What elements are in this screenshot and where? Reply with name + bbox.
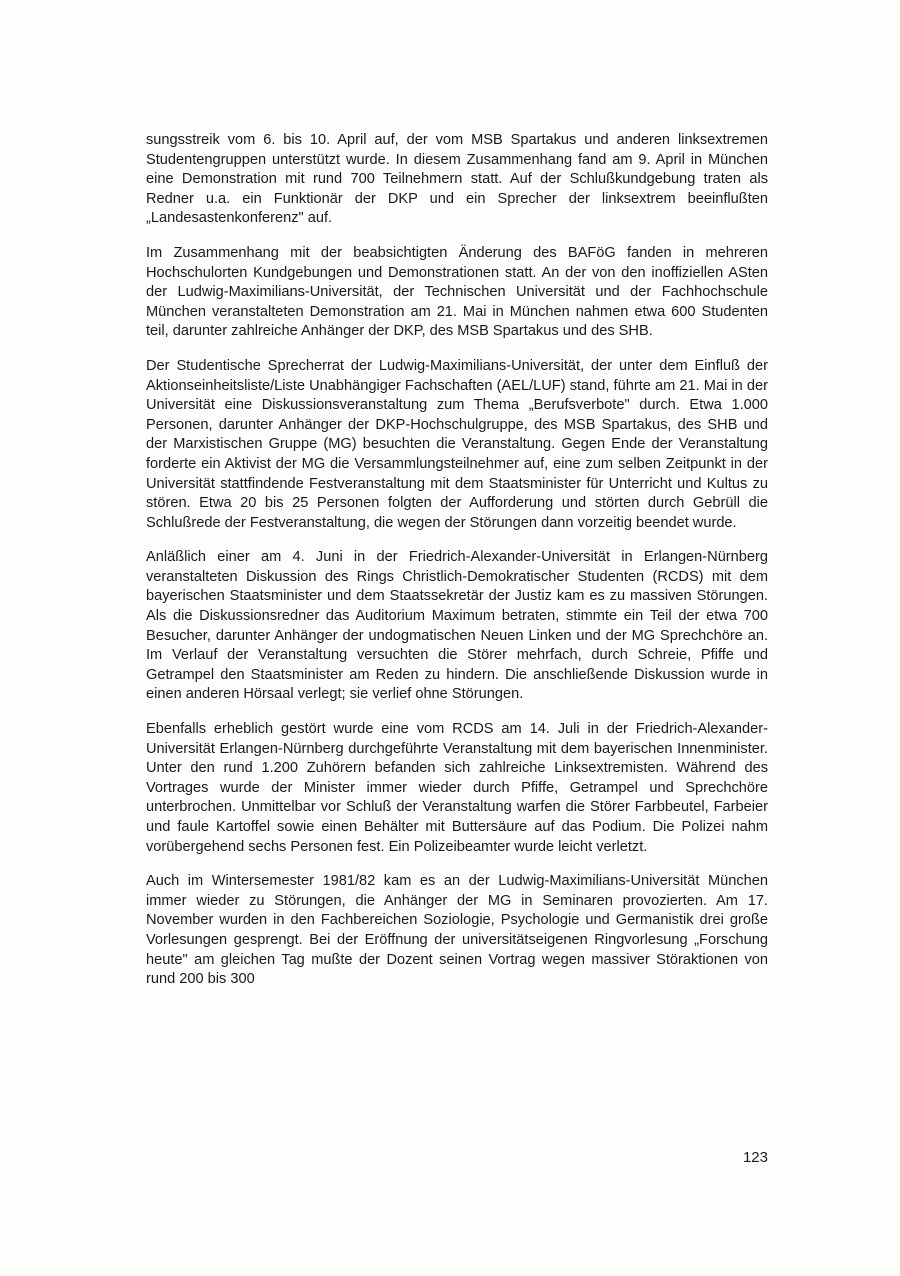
paragraph-3: Der Studentische Sprecherrat der Ludwig-Maximilians-Universität, der unter dem Einfluß der Aktionseinheitsliste/Liste Unabhängiger Fachschaften (AEL/LUF) stand, führte am 21. Mai in der Universität eine Diskussionsveranstaltung zum Thema „Berufsverbote" durch. Etwa 1.000 Personen, darunter Anhänger der DKP-Hochschulgruppe, des MSB Spartakus, des SHB und der Marxistischen Gruppe (MG) besuchten die Veranstaltung. Gegen Ende der Veranstaltung forderte ein Aktivist der MG die Versammlungsteilnehmer auf, eine zum selben Zeitpunkt in der Universität stattfindende Festveranstaltung mit dem Staatsminister für Unterricht und Kultus zu stören. Etwa 20 bis 25 Personen folgten der Aufforderung und störten durch Gebrüll die Schlußrede der Festveranstaltung, die wegen der Störungen dann vorzeitig beendet wurde. [146,357,768,531]
paragraph-4: Anläßlich einer am 4. Juni in der Friedrich-Alexander-Universität in Erlangen-Nürnberg veranstalteten Diskussion des Rings Christlich-Demokratischer Studenten (RCDS) mit dem bayerischen Staatsminister und dem Staatssekretär der Justiz kam es zu massiven Störungen. Als die Diskussionsredner das Auditorium Maximum betraten, stimmte ein Teil der etwa 700 Besucher, darunter Anhänger der undogmatischen Neuen Linken und der MG Sprechchöre an. Im Verlauf der Veranstaltung versuchten die Störer mehrfach, durch Schreie, Pfiffe und Getrampel den Staatsminister am Reden zu hindern. Die anschließende Diskussion wurde in einen anderen Hörsaal verlegt; sie verlief ohne Störungen. [146,549,768,703]
paragraph-6: Auch im Wintersemester 1981/82 kam es an der Ludwig-Maximilians-Universität München immer wieder zu Störungen, die Anhänger der MG in Seminaren provozierten. Am 17. November wurden in den Fachbereichen Soziologie, Psychologie und Germanistik drei große Vorlesungen gesprengt. Bei der Eröffnung der universitätseigenen Ringvorlesung „Forschung heute" am gleichen Tag mußte der Dozent seinen Vortrag wegen massiver Störaktionen von rund 200 bis 300 [146,873,768,988]
body-text [146,131,768,990]
paragraph-5: Ebenfalls erheblich gestört wurde eine vom RCDS am 14. Juli in der Friedrich-Alexander-Universität Erlangen-Nürnberg durchgeführte Veranstaltung mit dem bayerischen Innenminister. Unter den rund 1.200 Zuhörern befanden sich zahlreiche Linksextremisten. Während des Vortrages wurde der Minister immer wieder durch Pfiffe, Getrampel und Sprechchöre unterbrochen. Unmittelbar vor Schluß der Veranstaltung warfen die Störer Farbbeutel, Farbeier und faule Kartoffel sowie einen Behälter mit Buttersäure auf das Podium. Die Polizei nahm vorübergehend sechs Personen fest. Ein Polizeibeamter wurde leicht verletzt. [146,721,768,855]
paragraph-2: Im Zusammenhang mit der beabsichtigten Änderung des BAFöG fanden in mehreren Hochschulorten Kundgebungen und Demonstrationen statt. An der von den inoffiziellen ASten der Ludwig-Maximilians-Universität, der Technischen Universität und der Fachhochschule München veranstalteten Demonstration am 21. Mai in München nahmen etwa 600 Studenten teil, darunter zahlreiche Anhänger der DKP, des MSB Spartakus und des SHB. [146,244,768,340]
paragraph-1: sungsstreik vom 6. bis 10. April auf, der vom MSB Spartakus und anderen linksextremen Studentengruppen unterstützt wurde. In diesem Zusammenhang fand am 9. April in München eine Demonstration mit rund 700 Teilnehmern statt. Auf der Schlußkundgebung traten als Redner u.a. ein Funktionär der DKP und ein Sprecher der linksextrem beeinflußten „Landesastenkonferenz" auf. [146,132,768,227]
page-number: 123 [742,1149,768,1166]
